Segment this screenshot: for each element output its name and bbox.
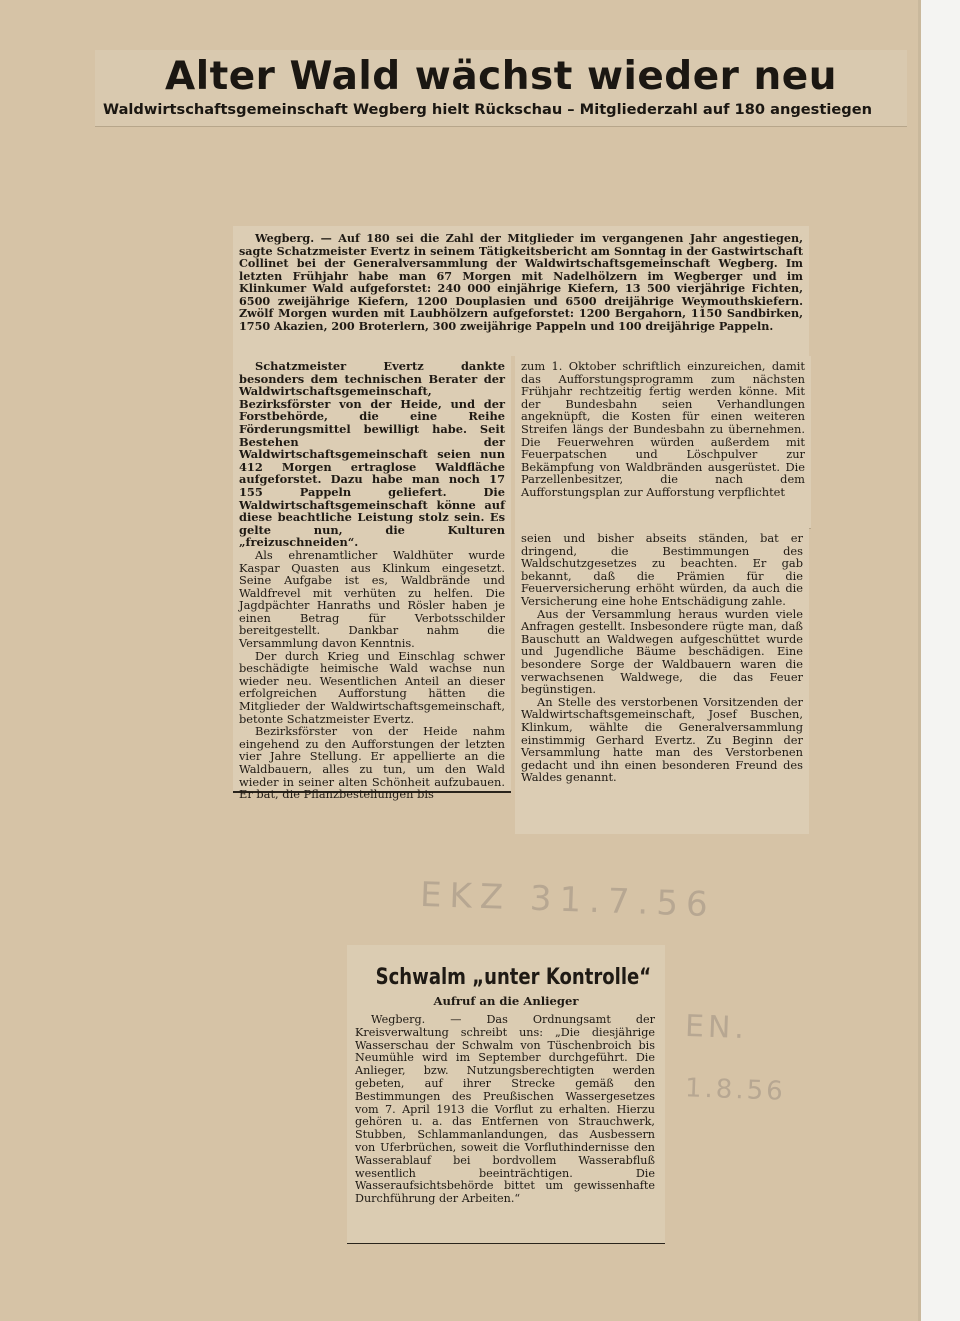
article-intro-clipping [233,226,809,356]
article-paragraph: zum 1. Oktober schriftlich einzureichen, damit das Aufforstungsprogramm zum nächsten Frühjahr rechtzeitig fertig werden könne. Mit der Bundesbahn seien Verhandlungen angeknüpft, die Kosten für einen weiteren Streifen längs der Bundesbahn zu übernehmen. Die Feuerwehren würden außerdem mit Feuerpatschen und Löschpulver zur Bekämpfung von Waldbränden ausgerüstet. Die Parzellenbesitzer, die nach dem Aufforstungsplan zur Aufforstung verpflichtet [521,359,805,499]
handwritten-source-annotation: EN. [684,1008,749,1047]
article-paragraph: Schatzmeister Evertz dankte besonders dem technischen Berater der Waldwirtschaftsgemeinschaft, Bezirksförster von der Heide, und der Forstbehörde, die eine Reihe Förderungsmittel bewilligt habe. Seit Bestehen der Waldwirtschaftsgemeinschaft seien nun 412 Morgen ertraglose Waldfläche aufgeforstet. Dazu habe man noch 17 155 Pappeln geliefert. Die Waldwirtschaftsgemeinschaft könne auf diese beachtliche Leistung stolz sein. Es gelte nun, die Kulturen „freizuschneiden“. [239,359,505,550]
page-edge [918,0,921,1321]
schwalm-subtitle: Aufruf an die Anlieger [433,994,579,1008]
headline-subtitle: Waldwirtschaftsgemeinschaft Wegberg hielt Rückschau – Mitgliederzahl auf 180 angestiegen [103,101,872,118]
article-paragraph: An Stelle des verstorbenen Vorsitzenden der Waldwirtschaftsgemeinschaft, Josef Buschen, Klinkum, wählte die Generalversammlung einstimmig Gerhard Evertz. Zu Beginn der Versammlung hatte man des Verstorbenen gedacht und ihn einen besonderen Freund des Waldes genannt. [521,694,803,785]
handwritten-date-annotation: EKZ 31.7.56 [419,874,717,926]
article-right-column-bottom [515,528,809,834]
article-paragraph: Aus der Versammlung heraus wurden viele Anfragen gestellt. Insbesondere rügte man, daß Bauschutt an Waldwegen aufgeschüttet wurde und Jugendliche Bäume beschädigen. Eine besondere Sorge der Waldbauern waren die verwachsenen Waldwege, die das Feuer begünstigen. [521,606,803,697]
article-intro: Wegberg. — Auf 180 sei die Zahl der Mitglieder im vergangenen Jahr angestiegen, sagte Schatzmeister Evertz in seinem Tätigkeitsbericht am Sonntag in der Gastwirtschaft Collinet bei der Generalversammlung der Waldwirtschaftsgemeinschaft Wegberg. Im letzten Frühjahr habe man 67 Morgen mit Nadelhölzern im Wegberger und im Klinkumer Wald aufgeforstet: 240 000 einjährige Kiefern, 13 500 vierjährige Fichten, 6500 zweijährige Kiefern, 1200 Douplasien und 6500 dreijährige Weymouthskiefern. Zwölf Morgen wurden mit Laubhölzern aufgeforstet: 1200 Bergahorn, 1150 Sandbirken, 1750 Akazien, 200 Broterlern, 300 zweijährige Pappeln und 100 dreijährige Pappeln. [239,231,803,333]
handwritten-date-annotation-2: 1.8.56 [684,1073,787,1107]
schwalm-title: Schwalm „unter Kontrolle“ [375,965,652,990]
article-paragraph: Bezirksförster von der Heide nahm eingehend zu den Aufforstungen der letzten vier Jahre Stellung. Er appellierte an die Waldbauern, alles zu tun, um den Wald wieder in seiner alten Schönheit aufzubauen. Er bat, die Pflanzbestellungen bis [239,724,505,802]
article-right-column-top [515,356,811,529]
schwalm-clipping [347,945,665,1244]
article-paragraph: seien und bisher abseits ständen, bat er dringend, die Bestimmungen des Waldschutzgesetzes zu beachten. Er gab bekannt, daß die Prämien für die Feuerversicherung erhöht würden, da auch die Versicherung eine hohe Entschädigung zahle. [521,531,803,608]
article-paragraph: Als ehrenamtlicher Waldhüter wurde Kaspar Quasten aus Klinkum eingesetzt. Seine Aufgabe ist es, Waldbrände und Waldfrevel mit verhüten zu helfen. Die Jagdpächter Hanraths und Rösler haben je einen Betrag für Verbotsschilder bereitgestellt. Dankbar nahm die Versammlung davon Kenntnis. [239,547,505,651]
headline-title: Alter Wald wächst wieder neu [165,54,837,99]
article-left-column [233,356,511,802]
headline-clipping [95,50,907,127]
schwalm-body: Wegberg. — Das Ordnungsamt der Kreisverwaltung schreibt uns: „Die diesjährige Wasserschau der Schwalm von Tüschenbroich bis Neumühle wird im September durchgeführt. Die Anlieger, bzw. Nutzungsberechtigten werden gebeten, auf ihrer Strecke gemäß den Bestimmungen des Preußischen Wassergesetzes vom 7. April 1913 die Vorflut zu erhalten. Hierzu gehören u. a. das Entfernen von Strauchwerk, Stubben, Schlammanlandungen, das Ausbessern von Uferbrüchen, soweit die Vorfluthindernisse den Wasserablauf bei bordvollem Wasserabfluß wesentlich beeinträchtigen. Die Wasseraufsichtsbehörde bittet um gewissenhafte Durchführung der Arbeiten.“ [355,1013,655,1206]
article-paragraph: Der durch Krieg und Einschlag schwer beschädigte heimische Wald wachse nun wieder neu. Wesentlichen Anteil an dieser erfolgreichen Aufforstung hätten die Mitglieder der Waldwirtschaftsgemeinschaft, betonte Schatzmeister Evertz. [239,648,505,726]
